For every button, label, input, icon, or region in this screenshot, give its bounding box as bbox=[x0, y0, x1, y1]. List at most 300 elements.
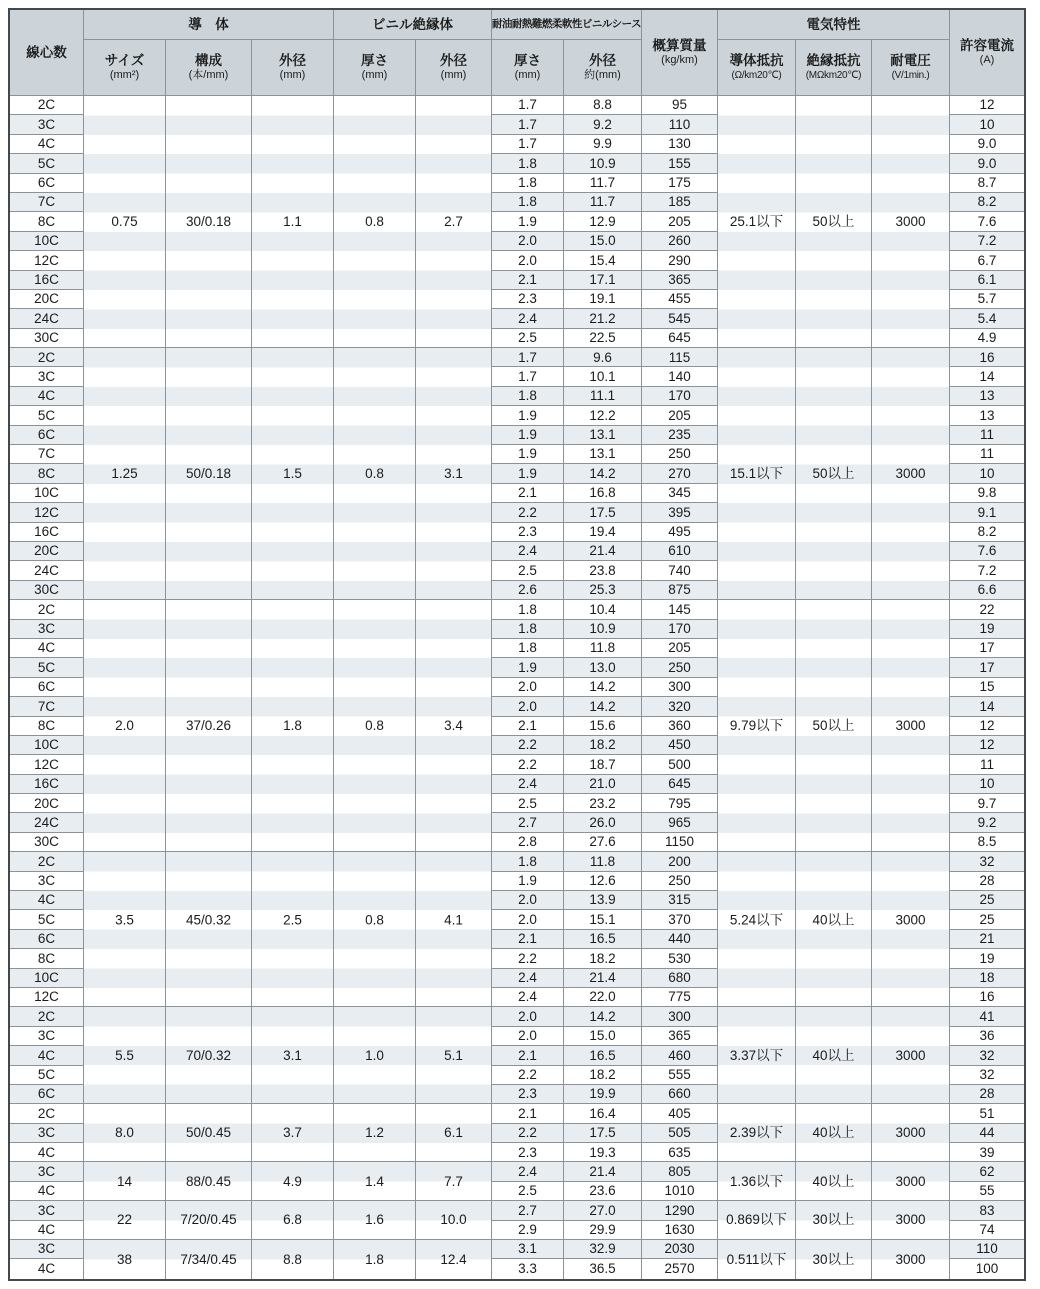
ins_od-group-cell bbox=[416, 1007, 492, 1104]
sheath_t-cell: 2.0 bbox=[492, 910, 564, 929]
header-group-sheath: 耐油耐熱難燃柔軟性ビニルシース bbox=[492, 10, 642, 40]
sheath_od-cell: 16.4 bbox=[564, 1104, 642, 1123]
mass-cell: 455 bbox=[642, 290, 718, 309]
strand-group-value: 30/0.18 bbox=[185, 213, 232, 229]
volt-group-value: 3000 bbox=[895, 1173, 926, 1189]
sheath_t-cell: 2.7 bbox=[492, 1201, 564, 1220]
volt-group-cell bbox=[872, 348, 950, 600]
cores-cell: 4C bbox=[10, 1221, 84, 1240]
strand-group-cell bbox=[166, 1201, 252, 1240]
ins_t-group-value: 1.8 bbox=[365, 1251, 384, 1267]
sheath_t-cell: 2.2 bbox=[492, 1066, 564, 1085]
res-group-cell bbox=[718, 1007, 796, 1104]
ins_t-group-cell bbox=[334, 1162, 416, 1201]
sheath_od-cell: 18.2 bbox=[564, 1066, 642, 1085]
res-group-cell bbox=[718, 1104, 796, 1162]
sheath_t-cell: 2.5 bbox=[492, 329, 564, 348]
cores-cell: 3C bbox=[10, 1162, 84, 1181]
mass-cell: 260 bbox=[642, 232, 718, 251]
amp-cell: 17 bbox=[950, 658, 1024, 677]
ins_od-group-value: 4.1 bbox=[444, 911, 463, 927]
amp-cell: 55 bbox=[950, 1182, 1024, 1201]
ins_res-group-value: 40以上 bbox=[812, 1173, 855, 1189]
size-group-cell bbox=[84, 1162, 166, 1201]
header-sheath-thickness bbox=[492, 40, 564, 96]
header-ins-od-unit: (mm) bbox=[440, 69, 467, 82]
cores-cell: 16C bbox=[10, 271, 84, 290]
sheath_od-cell: 13.9 bbox=[564, 891, 642, 910]
sheath_t-cell: 2.0 bbox=[492, 678, 564, 697]
header-mass-label: 概算質量 bbox=[652, 37, 707, 53]
header-group-electric: 電気特性 bbox=[718, 10, 950, 40]
cores-cell: 3C bbox=[10, 1027, 84, 1046]
strand-group-cell bbox=[166, 1104, 252, 1162]
ins_res-group-value: 50以上 bbox=[812, 213, 855, 229]
sheath_t-cell: 1.7 bbox=[492, 96, 564, 115]
sheath_od-cell: 9.2 bbox=[564, 115, 642, 134]
mass-cell: 440 bbox=[642, 930, 718, 949]
sheath_t-cell: 3.1 bbox=[492, 1240, 564, 1259]
cond_od-group-cell bbox=[252, 852, 334, 1007]
amp-cell: 8.2 bbox=[950, 193, 1024, 212]
mass-cell: 315 bbox=[642, 891, 718, 910]
res-group-value: 0.869以下 bbox=[726, 1212, 787, 1228]
mass-cell: 500 bbox=[642, 755, 718, 774]
amp-cell: 44 bbox=[950, 1124, 1024, 1143]
strand-group-value: 50/0.18 bbox=[185, 465, 232, 481]
sheath_t-cell: 2.1 bbox=[492, 484, 564, 503]
sheath_od-cell: 12.2 bbox=[564, 406, 642, 425]
mass-cell: 175 bbox=[642, 174, 718, 193]
mass-cell: 370 bbox=[642, 910, 718, 929]
cores-cell: 3C bbox=[10, 115, 84, 134]
mass-cell: 360 bbox=[642, 717, 718, 736]
volt-group-cell bbox=[872, 1162, 950, 1201]
mass-cell: 290 bbox=[642, 251, 718, 270]
strand-group-cell bbox=[166, 1240, 252, 1279]
res-group-value: 3.37以下 bbox=[729, 1047, 784, 1063]
volt-group-cell bbox=[872, 1201, 950, 1240]
sheath_t-cell: 2.4 bbox=[492, 775, 564, 794]
cores-cell: 3C bbox=[10, 872, 84, 891]
sheath_t-cell: 2.3 bbox=[492, 290, 564, 309]
amp-cell: 22 bbox=[950, 600, 1024, 619]
cores-cell: 10C bbox=[10, 232, 84, 251]
volt-group-value: 3000 bbox=[895, 1047, 926, 1063]
ins_od-group-value: 7.7 bbox=[444, 1173, 463, 1189]
sheath_t-cell: 1.7 bbox=[492, 135, 564, 154]
sheath_od-cell: 8.8 bbox=[564, 96, 642, 115]
ins_od-group-value: 3.1 bbox=[444, 465, 463, 481]
ins_t-group-value: 0.8 bbox=[365, 911, 384, 927]
ins_res-group-cell bbox=[796, 1201, 872, 1240]
cores-cell: 24C bbox=[10, 309, 84, 328]
header-conductor-resistance-label: 導体抵抗 bbox=[729, 53, 784, 69]
amp-cell: 12 bbox=[950, 717, 1024, 736]
cond_od-group-cell bbox=[252, 1162, 334, 1201]
size-group-value: 5.5 bbox=[115, 1047, 134, 1063]
sheath_t-cell: 2.1 bbox=[492, 930, 564, 949]
volt-group-cell bbox=[872, 1007, 950, 1104]
amp-cell: 9.0 bbox=[950, 154, 1024, 173]
amp-cell: 8.7 bbox=[950, 174, 1024, 193]
amp-cell: 32 bbox=[950, 1046, 1024, 1065]
sheath_od-cell: 17.1 bbox=[564, 271, 642, 290]
size-group-value: 14 bbox=[116, 1173, 133, 1189]
cond_od-group-cell bbox=[252, 348, 334, 600]
mass-cell: 875 bbox=[642, 581, 718, 600]
amp-cell: 83 bbox=[950, 1201, 1024, 1220]
amp-cell: 110 bbox=[950, 1240, 1024, 1259]
cores-cell: 4C bbox=[10, 1046, 84, 1065]
amp-cell: 62 bbox=[950, 1162, 1024, 1181]
mass-cell: 115 bbox=[642, 348, 718, 367]
sheath_t-cell: 2.7 bbox=[492, 813, 564, 832]
size-group-value: 22 bbox=[116, 1212, 133, 1228]
sheath_od-cell: 11.8 bbox=[564, 852, 642, 871]
amp-cell: 7.2 bbox=[950, 232, 1024, 251]
volt-group-cell bbox=[872, 852, 950, 1007]
res-group-cell bbox=[718, 600, 796, 852]
cores-cell: 3C bbox=[10, 367, 84, 386]
mass-cell: 205 bbox=[642, 212, 718, 231]
amp-cell: 9.2 bbox=[950, 813, 1024, 832]
cond_od-group-cell bbox=[252, 1007, 334, 1104]
header-sheath-od-unit: 約(mm) bbox=[584, 69, 621, 82]
sheath_od-cell: 27.0 bbox=[564, 1201, 642, 1220]
cores-cell: 7C bbox=[10, 697, 84, 716]
mass-cell: 805 bbox=[642, 1162, 718, 1181]
mass-cell: 660 bbox=[642, 1085, 718, 1104]
mass-cell: 495 bbox=[642, 523, 718, 542]
amp-cell: 6.6 bbox=[950, 581, 1024, 600]
sheath_od-cell: 22.0 bbox=[564, 988, 642, 1007]
sheath_t-cell: 2.2 bbox=[492, 503, 564, 522]
strand-group-value: 88/0.45 bbox=[185, 1173, 232, 1189]
mass-cell: 680 bbox=[642, 969, 718, 988]
res-group-cell bbox=[718, 348, 796, 600]
sheath_t-cell: 2.4 bbox=[492, 969, 564, 988]
ins_res-group-cell bbox=[796, 1162, 872, 1201]
sheath_od-cell: 14.2 bbox=[564, 464, 642, 483]
ins_od-group-cell bbox=[416, 96, 492, 348]
sheath_od-cell: 10.4 bbox=[564, 600, 642, 619]
sheath_od-cell: 29.9 bbox=[564, 1221, 642, 1240]
mass-cell: 205 bbox=[642, 406, 718, 425]
volt-group-value: 3000 bbox=[895, 717, 926, 733]
sheath_od-cell: 15.6 bbox=[564, 717, 642, 736]
amp-cell: 74 bbox=[950, 1221, 1024, 1240]
cores-cell: 6C bbox=[10, 678, 84, 697]
ins_t-group-value: 1.4 bbox=[365, 1173, 384, 1189]
sheath_t-cell: 2.9 bbox=[492, 1221, 564, 1240]
mass-cell: 250 bbox=[642, 658, 718, 677]
amp-cell: 12 bbox=[950, 736, 1024, 755]
sheath_od-cell: 15.0 bbox=[564, 1027, 642, 1046]
ins_res-group-value: 50以上 bbox=[812, 465, 855, 481]
ins_t-group-cell bbox=[334, 1007, 416, 1104]
res-group-value: 0.511以下 bbox=[726, 1251, 787, 1267]
header-strand-unit: (本/mm) bbox=[188, 69, 229, 82]
sheath_od-cell: 18.2 bbox=[564, 736, 642, 755]
ins_res-group-value: 50以上 bbox=[812, 717, 855, 733]
spec-table bbox=[8, 8, 1026, 1281]
amp-cell: 18 bbox=[950, 969, 1024, 988]
cond_od-group-cell bbox=[252, 600, 334, 852]
sheath_t-cell: 1.8 bbox=[492, 193, 564, 212]
cores-cell: 12C bbox=[10, 503, 84, 522]
cores-cell: 4C bbox=[10, 135, 84, 154]
volt-group-value: 3000 bbox=[895, 911, 926, 927]
ins_od-group-value: 2.7 bbox=[444, 213, 463, 229]
header-withstand-voltage bbox=[872, 40, 950, 96]
cores-cell: 16C bbox=[10, 775, 84, 794]
sheath_od-cell: 19.4 bbox=[564, 523, 642, 542]
sheath_od-cell: 19.9 bbox=[564, 1085, 642, 1104]
amp-cell: 13 bbox=[950, 387, 1024, 406]
cores-cell: 16C bbox=[10, 523, 84, 542]
ins_t-group-value: 0.8 bbox=[365, 465, 384, 481]
ins_t-group-value: 0.8 bbox=[365, 213, 384, 229]
sheath_t-cell: 2.4 bbox=[492, 988, 564, 1007]
cores-cell: 12C bbox=[10, 251, 84, 270]
amp-cell: 19 bbox=[950, 620, 1024, 639]
cores-cell: 10C bbox=[10, 736, 84, 755]
strand-group-cell bbox=[166, 600, 252, 852]
strand-group-value: 70/0.32 bbox=[185, 1047, 232, 1063]
cores-cell: 7C bbox=[10, 193, 84, 212]
sheath_t-cell: 2.4 bbox=[492, 1162, 564, 1181]
mass-cell: 320 bbox=[642, 697, 718, 716]
sheath_t-cell: 1.7 bbox=[492, 115, 564, 134]
sheath_od-cell: 11.8 bbox=[564, 639, 642, 658]
amp-cell: 9.7 bbox=[950, 794, 1024, 813]
mass-cell: 460 bbox=[642, 1046, 718, 1065]
header-insulation-resistance bbox=[796, 40, 872, 96]
header-cond-od-unit: (mm) bbox=[279, 69, 306, 82]
cond_od-group-cell bbox=[252, 1104, 334, 1162]
sheath_od-cell: 21.4 bbox=[564, 542, 642, 561]
strand-group-cell bbox=[166, 96, 252, 348]
res-group-cell bbox=[718, 1201, 796, 1240]
sheath_t-cell: 2.5 bbox=[492, 1182, 564, 1201]
ins_res-group-cell bbox=[796, 1104, 872, 1162]
cores-cell: 2C bbox=[10, 348, 84, 367]
ins_res-group-cell bbox=[796, 96, 872, 348]
mass-cell: 185 bbox=[642, 193, 718, 212]
amp-cell: 100 bbox=[975, 1261, 999, 1277]
volt-group-cell bbox=[872, 1104, 950, 1162]
sheath_t-cell: 2.0 bbox=[492, 1007, 564, 1026]
size-group-cell bbox=[84, 852, 166, 1007]
mass-cell: 610 bbox=[642, 542, 718, 561]
mass-cell: 300 bbox=[642, 678, 718, 697]
ins_od-group-cell bbox=[416, 348, 492, 600]
header-strand-label: 構成 bbox=[195, 52, 222, 68]
ins_t-group-cell bbox=[334, 600, 416, 852]
cores-cell: 3C bbox=[10, 1240, 84, 1259]
ins_res-group-value: 40以上 bbox=[812, 1125, 855, 1141]
strand-group-value: 37/0.26 bbox=[185, 717, 232, 733]
cond_od-group-cell bbox=[252, 96, 334, 348]
ins_od-group-cell bbox=[416, 852, 492, 1007]
mass-cell: 740 bbox=[642, 561, 718, 580]
cores-cell: 4C bbox=[10, 891, 84, 910]
sheath_od-cell: 22.5 bbox=[564, 329, 642, 348]
cores-cell: 5C bbox=[10, 910, 84, 929]
cores-cell: 3C bbox=[10, 1124, 84, 1143]
header-size-unit: (mm²) bbox=[109, 69, 140, 82]
mass-cell: 300 bbox=[642, 1007, 718, 1026]
cores-cell: 30C bbox=[10, 833, 84, 852]
ins_od-group-value: 6.1 bbox=[444, 1125, 463, 1141]
size-group-value: 2.0 bbox=[115, 717, 134, 733]
amp-cell: 11 bbox=[950, 445, 1024, 464]
header-sheath-od bbox=[564, 40, 642, 96]
cond_od-group-value: 8.8 bbox=[283, 1251, 302, 1267]
sheath_od-cell: 16.8 bbox=[564, 484, 642, 503]
volt-group-cell bbox=[872, 96, 950, 348]
amp-cell: 7.6 bbox=[950, 212, 1024, 231]
header-withstand-voltage-label: 耐電圧 bbox=[890, 53, 931, 69]
mass-cell: 555 bbox=[642, 1066, 718, 1085]
ins_od-group-value: 5.1 bbox=[444, 1047, 463, 1063]
header-amp-label: 許容電流 bbox=[960, 37, 1014, 53]
header-insulation-resistance-unit: (MΩkm20℃) bbox=[805, 70, 862, 81]
sheath_t-cell: 2.8 bbox=[492, 833, 564, 852]
strand-group-value: 45/0.32 bbox=[185, 911, 232, 927]
amp-cell: 19 bbox=[950, 949, 1024, 968]
mass-cell: 235 bbox=[642, 426, 718, 445]
res-group-cell bbox=[718, 1240, 796, 1279]
sheath_od-cell: 21.4 bbox=[564, 969, 642, 988]
header-amp bbox=[950, 10, 1024, 96]
cores-cell: 6C bbox=[10, 930, 84, 949]
sheath_od-cell: 10.1 bbox=[564, 367, 642, 386]
mass-cell: 405 bbox=[642, 1104, 718, 1123]
header-group-conductor: 導 体 bbox=[84, 10, 334, 40]
ins_res-group-value: 40以上 bbox=[812, 911, 855, 927]
cores-cell: 8C bbox=[10, 464, 84, 483]
volt-group-cell bbox=[872, 600, 950, 852]
sheath_od-cell: 26.0 bbox=[564, 813, 642, 832]
sheath_t-cell: 2.3 bbox=[492, 1085, 564, 1104]
amp-cell: 28 bbox=[950, 872, 1024, 891]
cores-cell: 6C bbox=[10, 1085, 84, 1104]
amp-cell: 15 bbox=[950, 678, 1024, 697]
header-cores: 線心数 bbox=[10, 10, 84, 96]
mass-cell: 645 bbox=[642, 775, 718, 794]
cond_od-group-value: 4.9 bbox=[283, 1173, 302, 1189]
cond_od-group-value: 3.1 bbox=[283, 1047, 302, 1063]
cores-cell: 10C bbox=[10, 969, 84, 988]
sheath_t-cell: 1.9 bbox=[492, 426, 564, 445]
sheath_od-cell: 12.9 bbox=[564, 212, 642, 231]
cores-cell: 3C bbox=[10, 1201, 84, 1220]
cores-cell: 10C bbox=[10, 484, 84, 503]
mass-cell: 450 bbox=[642, 736, 718, 755]
mass-cell: 1010 bbox=[642, 1182, 718, 1201]
sheath_od-cell: 14.2 bbox=[564, 697, 642, 716]
sheath_t-cell: 2.3 bbox=[492, 1143, 564, 1162]
ins_od-group-cell bbox=[416, 1162, 492, 1201]
ins_res-group-cell bbox=[796, 1007, 872, 1104]
amp-cell: 10 bbox=[950, 775, 1024, 794]
sheath_od-cell: 15.1 bbox=[564, 910, 642, 929]
amp-cell: 5.4 bbox=[950, 309, 1024, 328]
sheath_od-cell: 32.9 bbox=[564, 1240, 642, 1259]
mass-cell: 365 bbox=[642, 271, 718, 290]
cores-cell: 2C bbox=[10, 1104, 84, 1123]
amp-cell: 10 bbox=[950, 464, 1024, 483]
cond_od-group-cell bbox=[252, 1201, 334, 1240]
amp-cell: 11 bbox=[950, 426, 1024, 445]
ins_res-group-cell bbox=[796, 348, 872, 600]
sheath_od-cell: 17.5 bbox=[564, 503, 642, 522]
ins_od-group-value: 3.4 bbox=[444, 717, 463, 733]
ins_res-group-cell bbox=[796, 600, 872, 852]
sheath_od-cell: 12.6 bbox=[564, 872, 642, 891]
strand-group-cell bbox=[166, 1007, 252, 1104]
strand-group-cell bbox=[166, 348, 252, 600]
volt-group-value: 3000 bbox=[895, 213, 926, 229]
cond_od-group-value: 1.1 bbox=[283, 213, 302, 229]
cores-cell: 5C bbox=[10, 154, 84, 173]
sheath_t-cell: 2.1 bbox=[492, 1046, 564, 1065]
size-group-cell bbox=[84, 600, 166, 852]
amp-cell: 39 bbox=[950, 1143, 1024, 1162]
sheath_od-cell: 25.3 bbox=[564, 581, 642, 600]
ins_t-group-value: 1.0 bbox=[365, 1047, 384, 1063]
amp-cell: 25 bbox=[950, 910, 1024, 929]
sheath_t-cell: 1.8 bbox=[492, 620, 564, 639]
cores-cell: 24C bbox=[10, 561, 84, 580]
amp-cell: 8.2 bbox=[950, 523, 1024, 542]
sheath_t-cell: 2.5 bbox=[492, 794, 564, 813]
cores-cell: 5C bbox=[10, 406, 84, 425]
amp-cell: 14 bbox=[950, 697, 1024, 716]
header-group-insulation: ビニル絶縁体 bbox=[334, 10, 492, 40]
mass-cell: 530 bbox=[642, 949, 718, 968]
strand-group-value: 7/20/0.45 bbox=[180, 1212, 237, 1228]
volt-group-cell bbox=[872, 1240, 950, 1279]
sheath_od-cell: 11.7 bbox=[564, 193, 642, 212]
header-withstand-voltage-unit: (V/1min.) bbox=[891, 70, 930, 81]
volt-group-value: 3000 bbox=[895, 1251, 926, 1267]
cond_od-group-value: 3.7 bbox=[283, 1125, 302, 1141]
cond_od-group-value: 1.5 bbox=[283, 465, 302, 481]
res-group-value: 1.36以下 bbox=[729, 1173, 784, 1189]
sheath_t-cell: 1.9 bbox=[492, 212, 564, 231]
sheath_t-cell: 1.8 bbox=[492, 154, 564, 173]
header-size-label: サイズ bbox=[104, 52, 145, 68]
header-ins-thickness-unit: (mm) bbox=[361, 69, 388, 82]
size-group-value: 1.25 bbox=[111, 465, 138, 481]
cores-cell: 24C bbox=[10, 813, 84, 832]
amp-cell: 4.9 bbox=[950, 329, 1024, 348]
sheath_t-cell: 1.8 bbox=[492, 852, 564, 871]
amp-cell: 9.8 bbox=[950, 484, 1024, 503]
ins_t-group-value: 0.8 bbox=[365, 717, 384, 733]
amp-cell: 11 bbox=[950, 755, 1024, 774]
sheath_od-cell: 14.2 bbox=[564, 1007, 642, 1026]
sheath_t-cell: 1.9 bbox=[492, 464, 564, 483]
sheath_od-cell: 9.9 bbox=[564, 135, 642, 154]
res-group-cell bbox=[718, 96, 796, 348]
sheath_od-cell: 23.8 bbox=[564, 561, 642, 580]
amp-cell: 28 bbox=[950, 1085, 1024, 1104]
amp-cell: 32 bbox=[950, 852, 1024, 871]
